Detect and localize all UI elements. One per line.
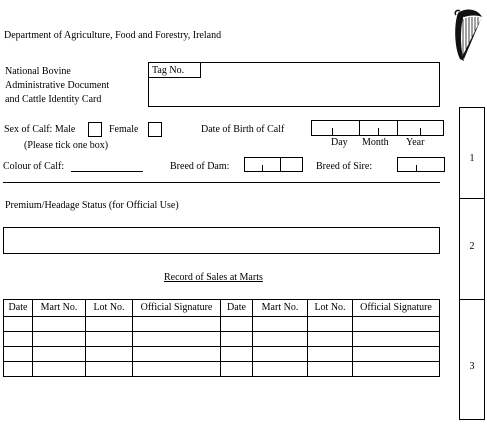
table-cell[interactable] — [308, 317, 353, 332]
table-cell[interactable] — [86, 317, 133, 332]
tag-label: Tag No. — [152, 65, 185, 76]
table-cell[interactable] — [353, 347, 440, 362]
breed-of-dam-field[interactable] — [244, 157, 303, 172]
table-cell[interactable] — [221, 362, 253, 377]
side-section-2: 2 — [469, 241, 475, 252]
table-cell[interactable] — [308, 362, 353, 377]
document-title-line-2: Administrative Document — [5, 80, 110, 91]
sales-header-row — [4, 300, 440, 317]
table-cell[interactable] — [308, 332, 353, 347]
section-divider — [3, 182, 440, 183]
table-cell[interactable] — [86, 332, 133, 347]
table-cell[interactable] — [308, 347, 353, 362]
male-checkbox[interactable] — [88, 122, 102, 137]
table-cell[interactable] — [86, 347, 133, 362]
table-cell[interactable] — [33, 347, 86, 362]
side-divider — [459, 299, 485, 300]
table-cell[interactable] — [353, 362, 440, 377]
table-row — [4, 317, 440, 332]
column-header: Lot No. — [86, 300, 133, 317]
column-header: Date — [4, 300, 33, 317]
dob-day-label: Day — [331, 137, 348, 148]
table-row — [4, 362, 440, 377]
breed-of-dam-label: Breed of Dam: — [170, 161, 230, 172]
table-cell[interactable] — [33, 362, 86, 377]
table-cell[interactable] — [86, 362, 133, 377]
female-label: Female — [109, 124, 139, 135]
table-cell[interactable] — [353, 317, 440, 332]
document-title-line-1: National Bovine — [5, 66, 71, 77]
side-section-3: 3 — [469, 361, 475, 372]
table-cell[interactable] — [133, 362, 221, 377]
column-header: Official Signature — [353, 300, 440, 317]
table-cell[interactable] — [133, 347, 221, 362]
sales-table — [3, 299, 440, 377]
column-header: Date — [221, 300, 253, 317]
table-cell[interactable] — [253, 332, 308, 347]
table-cell[interactable] — [4, 332, 33, 347]
table-cell[interactable] — [4, 347, 33, 362]
column-header: Lot No. — [308, 300, 353, 317]
column-header: Mart No. — [253, 300, 308, 317]
colour-of-calf-label: Colour of Calf: — [3, 161, 65, 172]
dob-year-label: Year — [406, 137, 425, 148]
table-cell[interactable] — [4, 362, 33, 377]
premium-status-field[interactable] — [3, 227, 440, 254]
harp-icon — [448, 5, 487, 65]
side-section-1: 1 — [469, 153, 475, 164]
breed-of-sire-field[interactable] — [397, 157, 445, 172]
column-header: Official Signature — [133, 300, 221, 317]
table-cell[interactable] — [253, 317, 308, 332]
sex-of-calf-label: Sex of Calf: Male — [4, 124, 76, 135]
table-cell[interactable] — [353, 332, 440, 347]
colour-of-calf-line[interactable] — [71, 171, 143, 172]
table-cell[interactable] — [4, 317, 33, 332]
premium-status-label: Premium/Headage Status (for Official Use) — [5, 200, 179, 211]
table-cell[interactable] — [33, 332, 86, 347]
column-header: Mart No. — [33, 300, 86, 317]
table-cell[interactable] — [133, 332, 221, 347]
document-title-line-3: and Cattle Identity Card — [5, 94, 102, 105]
tick-note: (Please tick one box) — [24, 140, 109, 151]
table-cell[interactable] — [253, 362, 308, 377]
table-cell[interactable] — [221, 317, 253, 332]
table-cell[interactable] — [33, 317, 86, 332]
table-cell[interactable] — [253, 347, 308, 362]
table-cell[interactable] — [221, 332, 253, 347]
table-row — [4, 332, 440, 347]
table-row — [4, 347, 440, 362]
department-title: Department of Agriculture, Food and Forestry, Ireland — [4, 30, 222, 41]
table-cell[interactable] — [133, 317, 221, 332]
dob-month-label: Month — [362, 137, 389, 148]
dob-label: Date of Birth of Calf — [201, 124, 285, 135]
breed-of-sire-label: Breed of Sire: — [316, 161, 373, 172]
tag-label-box — [148, 62, 201, 78]
sales-record-title: Record of Sales at Marts — [164, 272, 263, 283]
side-divider — [459, 198, 485, 199]
table-cell[interactable] — [221, 347, 253, 362]
female-checkbox[interactable] — [148, 122, 162, 137]
